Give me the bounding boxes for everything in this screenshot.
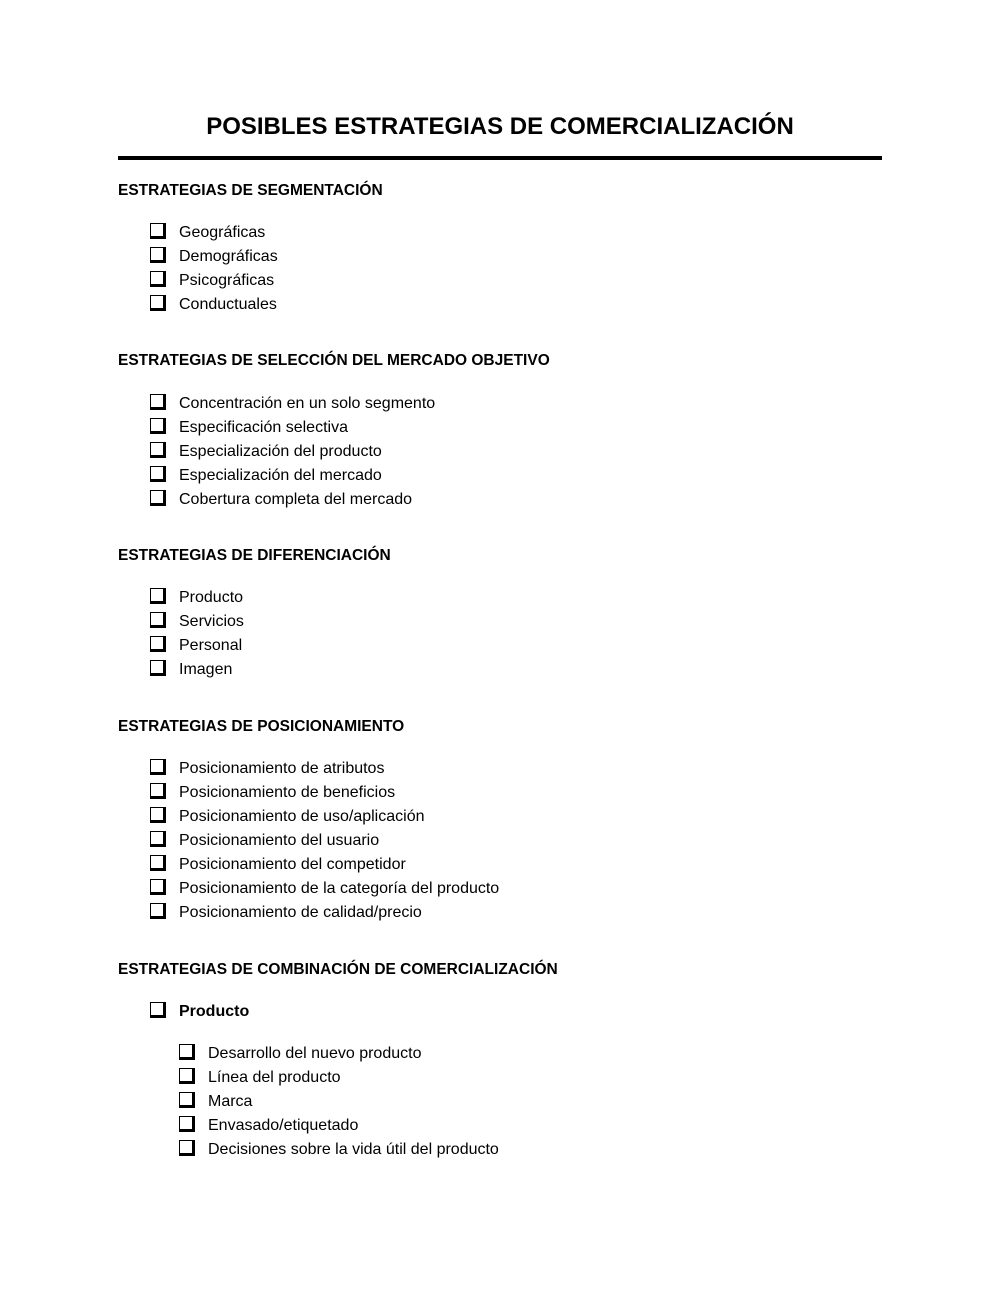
checklist-item[interactable]: Geográficas [150,221,265,245]
checklist-item[interactable]: Imagen [150,658,232,682]
checkbox-icon[interactable] [150,831,166,847]
checkbox-icon[interactable] [179,1116,195,1132]
checkbox-icon[interactable] [150,466,166,482]
checklist-subitem[interactable]: Línea del producto [179,1066,341,1090]
checkbox-icon[interactable] [150,247,166,263]
checklist-item[interactable]: Posicionamiento de uso/aplicación [150,805,424,829]
checkbox-icon[interactable] [150,807,166,823]
checklist-item[interactable]: Posicionamiento del usuario [150,829,379,853]
section-heading-diferenciacion: ESTRATEGIAS DE DIFERENCIACIÓN [118,547,391,564]
checkbox-icon[interactable] [150,636,166,652]
checkbox-icon[interactable] [150,588,166,604]
section-heading-combinacion: ESTRATEGIAS DE COMBINACIÓN DE COMERCIALIZACIÓN [118,961,558,978]
checklist-item[interactable]: Posicionamiento de atributos [150,757,384,781]
checkbox-icon[interactable] [150,1002,166,1018]
checkbox-icon[interactable] [150,612,166,628]
checkbox-icon[interactable] [150,855,166,871]
checklist-item[interactable]: Personal [150,634,242,658]
checkbox-icon[interactable] [150,295,166,311]
checkbox-icon[interactable] [150,442,166,458]
checkbox-icon[interactable] [150,418,166,434]
checklist-item[interactable]: Posicionamiento de la categoría del producto [150,877,499,901]
checklist-subitem[interactable]: Envasado/etiquetado [179,1114,358,1138]
checklist-item[interactable]: Especialización del producto [150,440,382,464]
checklist-item[interactable]: Producto [150,586,243,610]
checkbox-icon[interactable] [150,271,166,287]
checkbox-icon[interactable] [179,1044,195,1060]
checklist-item[interactable]: Posicionamiento del competidor [150,853,406,877]
checkbox-icon[interactable] [150,879,166,895]
checklist-item[interactable]: Servicios [150,610,244,634]
checklist-item[interactable]: Posicionamiento de beneficios [150,781,395,805]
checkbox-icon[interactable] [150,903,166,919]
checklist-subitem[interactable]: Marca [179,1090,252,1114]
checkbox-icon[interactable] [150,759,166,775]
checklist-item[interactable]: Posicionamiento de calidad/precio [150,901,422,925]
checklist-subitem[interactable]: Desarrollo del nuevo producto [179,1042,421,1066]
checkbox-icon[interactable] [179,1092,195,1108]
checklist-item[interactable]: Concentración en un solo segmento [150,392,435,416]
section-heading-segmentacion: ESTRATEGIAS DE SEGMENTACIÓN [118,182,383,199]
checklist-item[interactable]: Especialización del mercado [150,464,382,488]
checkbox-icon[interactable] [179,1140,195,1156]
checklist-item[interactable]: Cobertura completa del mercado [150,488,412,512]
title-divider [118,156,882,160]
checklist-item[interactable]: Psicográficas [150,269,274,293]
checkbox-icon[interactable] [150,783,166,799]
checkbox-icon[interactable] [150,223,166,239]
checklist-group-producto[interactable]: Producto [150,1000,249,1024]
checkbox-icon[interactable] [150,490,166,506]
checkbox-icon[interactable] [179,1068,195,1084]
section-heading-posicionamiento: ESTRATEGIAS DE POSICIONAMIENTO [118,718,405,735]
checklist-item[interactable]: Conductuales [150,293,277,317]
checklist-item[interactable]: Demográficas [150,245,278,269]
checkbox-icon[interactable] [150,660,166,676]
checklist-item[interactable]: Especificación selectiva [150,416,348,440]
document-title: POSIBLES ESTRATEGIAS DE COMERCIALIZACIÓN [206,113,794,140]
checkbox-icon[interactable] [150,394,166,410]
section-heading-seleccion-mercado: ESTRATEGIAS DE SELECCIÓN DEL MERCADO OBJETIVO [118,352,550,369]
checklist-subitem[interactable]: Decisiones sobre la vida útil del producto [179,1138,499,1162]
